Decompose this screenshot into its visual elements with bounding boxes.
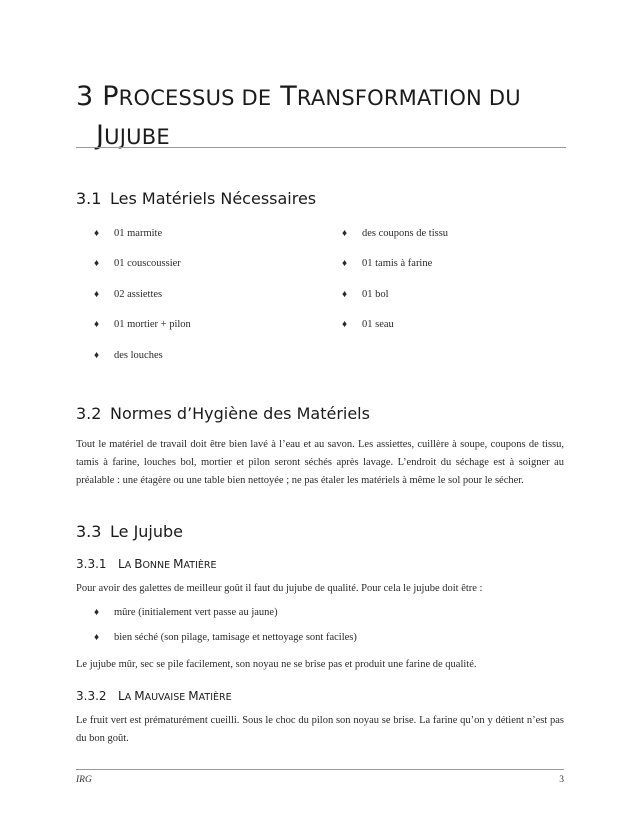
diamond-bullet-icon: ♦	[94, 258, 100, 269]
chapter-title-smallcaps: UJUBE	[104, 125, 170, 149]
diamond-bullet-icon: ♦	[94, 632, 100, 643]
list-item: ♦ des louches	[94, 350, 163, 361]
section-heading-3-1	[76, 189, 316, 208]
list-item: ♦ 01 couscoussier	[94, 258, 181, 269]
chapter-title-initial: P	[102, 81, 119, 112]
chapter-title-smallcaps: RANSFORMATION DU	[296, 86, 521, 110]
list-item: ♦ mûre (initialement vert passe au jaune)	[94, 607, 278, 618]
chapter-number: 3	[76, 81, 94, 112]
hygiene-paragraph: Tout le matériel de travail doit être bien lavé à l’eau et au savon. Les assiettes, cuillère à soupe, coupons de tissu, tamis à farine, louches bol, mortier et pilon seront séchés après lavage. L’endroit du séchage est à soigner au préalable : une étagère ou une table bien nettoyée ; ne pas étaler les matériels à même le sol pour le sécher.	[76, 439, 564, 486]
section-title: Normes d’Hygiène des Matériels	[110, 404, 370, 423]
chapter-title-initial: J	[96, 120, 105, 151]
diamond-bullet-icon: ♦	[94, 228, 100, 239]
section-heading-3-3	[76, 522, 183, 541]
diamond-bullet-icon: ♦	[342, 228, 348, 239]
section-number: 3.1	[76, 189, 102, 208]
good-material-intro: Pour avoir des galettes de meilleur goût il faut du jujube de qualité. Pour cela le jujube doit être :	[76, 583, 483, 594]
chapter-title-smallcaps: ROCESSUS DE	[118, 86, 272, 110]
list-item: ♦ 01 bol	[342, 289, 389, 300]
list-item: ♦ 01 tamis à farine	[342, 258, 433, 269]
diamond-bullet-icon: ♦	[94, 607, 100, 618]
list-item: ♦ bien séché (son pilage, tamisage et nettoyage sont faciles)	[94, 632, 357, 643]
bad-material-paragraph: Le fruit vert est prématurément cueilli. Sous le choc du pilon son noyau se brise. La farine qu’on y détient n’est pas du bon goût.	[76, 715, 564, 744]
subsection-number: 3.3.2	[76, 689, 107, 703]
section-number: 3.2	[76, 404, 102, 423]
chapter-title-initial: T	[280, 81, 297, 112]
list-item: ♦ des coupons de tissu	[342, 228, 449, 239]
section-number: 3.3	[76, 522, 102, 541]
chapter-divider	[76, 147, 566, 148]
diamond-bullet-icon: ♦	[94, 319, 100, 330]
diamond-bullet-icon: ♦	[94, 289, 100, 300]
chapter-title-line2	[76, 117, 566, 156]
footer-label: IRG	[76, 775, 92, 785]
subsection-heading-3-3-1: 3.3.1 LA BONNE MATIÈRE	[76, 557, 217, 571]
list-item: ♦ 01 mortier + pilon	[94, 319, 191, 330]
section-heading-3-2	[76, 404, 370, 423]
section-title: Les Matériels Nécessaires	[110, 189, 317, 208]
list-item: ♦ 01 marmite	[94, 228, 163, 239]
good-material-conclusion: Le jujube mûr, sec se pile facilement, son noyau ne se brise pas et produit une farine de qualité.	[76, 659, 477, 670]
list-item: ♦ 01 seau	[342, 319, 394, 330]
footer-divider	[76, 769, 564, 770]
diamond-bullet-icon: ♦	[342, 289, 348, 300]
diamond-bullet-icon: ♦	[342, 319, 348, 330]
diamond-bullet-icon: ♦	[342, 258, 348, 269]
chapter-title	[76, 78, 566, 156]
section-title: Le Jujube	[110, 522, 184, 541]
list-item: ♦ 02 assiettes	[94, 289, 163, 300]
page-number: 3	[559, 775, 564, 785]
subsection-heading-3-3-2: 3.3.2 LA MAUVAISE MATIÈRE	[76, 689, 232, 703]
diamond-bullet-icon: ♦	[94, 350, 100, 361]
subsection-number: 3.3.1	[76, 557, 107, 571]
